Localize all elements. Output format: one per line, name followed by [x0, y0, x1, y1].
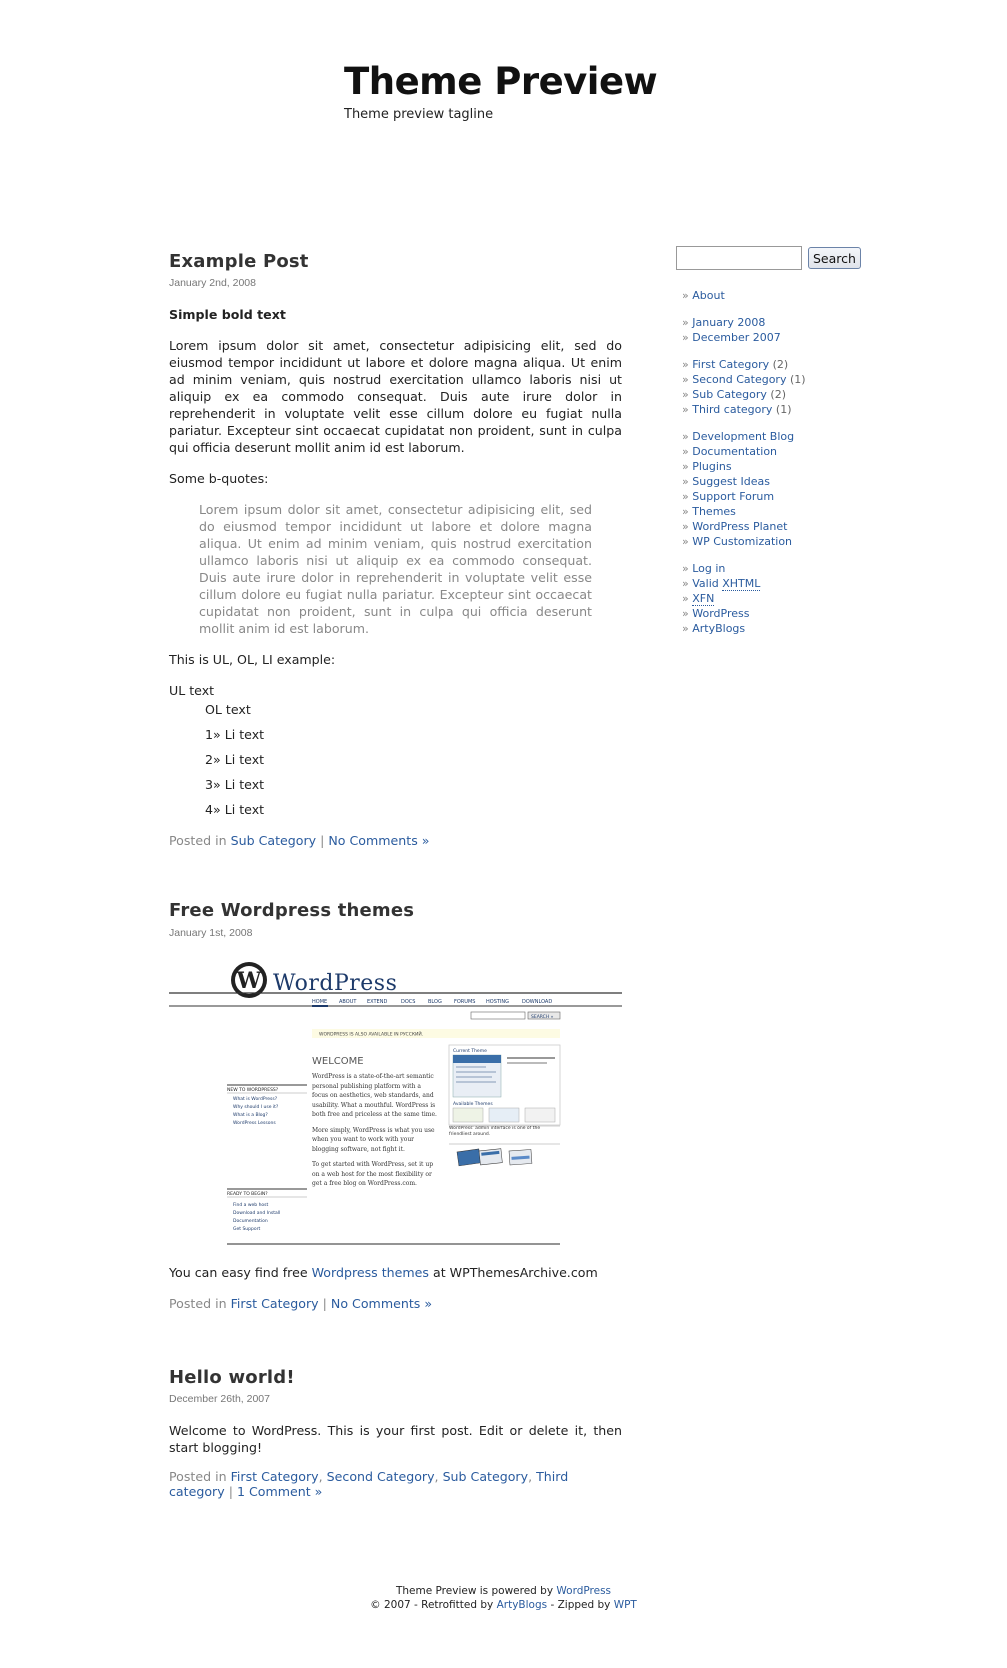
comments-link[interactable]: No Comments » [328, 833, 430, 849]
footer-line-1 [0, 1584, 1007, 1598]
blogroll-link[interactable]: WP Customization [692, 535, 793, 548]
post-title[interactable]: Hello world! [169, 1366, 295, 1388]
list-item [682, 288, 876, 303]
archive-link[interactable]: January 2008 [692, 316, 766, 329]
valid-label: Valid [692, 577, 719, 590]
list-item: 2» Li text [205, 752, 265, 768]
shot-new-item: What is a Blog? [233, 1112, 268, 1118]
raquo-icon: » [682, 388, 689, 401]
raquo-icon: » [682, 460, 689, 473]
raquo-icon: » [682, 289, 689, 302]
category-count: (1) [789, 373, 806, 386]
shot-ready-head: READY TO BEGIN? [227, 1191, 268, 1197]
shot-body2: More simply, WordPress is what you use when you want to work with your blogging software, not fight it. [312, 1126, 435, 1153]
post-title[interactable]: Free Wordpress themes [169, 900, 415, 922]
blogroll-link[interactable]: Themes [692, 505, 736, 518]
category-link[interactable]: Sub Category [230, 833, 317, 849]
list-item [682, 474, 876, 489]
raquo-icon: » [682, 358, 689, 371]
shot-nav: ABOUT [339, 998, 357, 1005]
search-form [676, 246, 876, 270]
footer [0, 1584, 1007, 1612]
comments-link[interactable]: 1 Comment » [236, 1483, 323, 1499]
raquo-icon: » [682, 607, 689, 620]
raquo-icon: » [682, 622, 689, 635]
posted-in-label: Posted in [169, 1295, 227, 1311]
list-item [682, 534, 876, 549]
raquo-icon: » [682, 490, 689, 503]
text-post: at WPThemesArchive.com [432, 1264, 598, 1280]
meta-list [682, 561, 876, 636]
bquote-label: Some b-quotes: [169, 471, 269, 487]
shot-caption: WordPress' admin interface is one of the friendliest around. [449, 1125, 541, 1137]
login-link[interactable]: Log in [692, 562, 726, 575]
list-item [682, 606, 876, 621]
post-paragraph: Lorem ipsum dolor sit amet, consectetur adipisicing elit, sed do eiusmod tempor incididunt ut labore et dolore magna aliqua. Ut enim ad minim veniam, quis nostrud exercitation ullamco laboris nisi ut aliquip ex ea commodo consequat. Duis aute irure dolor in reprehenderit in voluptate velit esse cillum dolore eu fugiat nulla pariatur. Excepteur sint occaecat cupidatat non proident, sunt in culpa qui officia deserunt mollit anim id est laborum. [169, 338, 622, 456]
shot-new-item: What is WordPress? [233, 1096, 278, 1102]
shot-body1: WordPress is a state-of-the-art semantic personal publishing platform with a focus on aesthetics, web standards, and usability. What a mouthful. WordPress is both free and priceless at the same time. [312, 1072, 437, 1118]
list-item [682, 621, 876, 636]
raquo-icon: » [682, 520, 689, 533]
raquo-icon: » [682, 430, 689, 443]
shot-ready-item: Find a web host [233, 1202, 269, 1208]
category-link[interactable]: Third category [692, 403, 773, 416]
category-link[interactable]: Second Category [692, 373, 787, 386]
list-item [682, 330, 876, 345]
list-item [682, 444, 876, 459]
comments-link[interactable]: No Comments » [330, 1295, 433, 1311]
meta-separator: | [228, 1483, 233, 1499]
post [169, 250, 622, 849]
shot-nav: EXTEND [367, 998, 388, 1005]
list-item [682, 561, 876, 576]
sidebar-link-about[interactable]: About [692, 289, 725, 302]
artyblogs-link[interactable]: ArtyBlogs [692, 622, 746, 635]
category-link[interactable]: Sub Category [442, 1469, 529, 1485]
text-pre: You can easy find free [169, 1264, 308, 1280]
post-date: December 26th, 2007 [169, 1393, 270, 1406]
blogroll-link[interactable]: Documentation [692, 445, 778, 458]
meta-separator: | [322, 1295, 327, 1311]
raquo-icon: » [682, 505, 689, 518]
main-content [169, 250, 622, 1553]
post-date: January 1st, 2008 [169, 926, 253, 939]
shot-ready-item: Documentation [233, 1218, 268, 1224]
search-button[interactable]: Search [808, 247, 861, 269]
blogroll-link[interactable]: Suggest Ideas [692, 475, 770, 488]
shot-search-btn: SEARCH » [531, 1014, 554, 1020]
shot-new-item: WordPress Lessons [233, 1120, 276, 1126]
site-tagline: Theme preview tagline [344, 106, 494, 122]
post-meta [169, 832, 622, 849]
search-input[interactable] [676, 246, 802, 270]
raquo-icon: » [682, 403, 689, 416]
shot-notice: WORDPRESS IS ALSO AVAILABLE IN РУССКИЙ. [319, 1032, 424, 1038]
shot-nav: DOCS [401, 998, 416, 1005]
shot-new-item: Why should I use it? [233, 1104, 279, 1110]
list-item [682, 315, 876, 330]
list-item: 3» Li text [205, 777, 265, 793]
post-meta [169, 1295, 622, 1312]
wordpress-link[interactable]: WordPress [692, 607, 750, 620]
shot-logo: WordPress [273, 970, 398, 996]
footer-line-2 [0, 1598, 1007, 1612]
list-label: This is UL, OL, LI example: [169, 652, 336, 668]
raquo-icon: » [682, 577, 689, 590]
blogroll-link[interactable]: WordPress Planet [692, 520, 788, 533]
shot-nav: HOSTING [486, 998, 510, 1005]
post-paragraph: Welcome to WordPress. This is your first post. Edit or delete it, then start blogging! [169, 1423, 622, 1456]
raquo-icon: » [682, 445, 689, 458]
archive-link[interactable]: December 2007 [692, 331, 781, 344]
raquo-icon: » [682, 592, 689, 605]
footer-text: - Zipped by [550, 1599, 611, 1611]
meta-separator: | [320, 833, 325, 849]
blockquote: Lorem ipsum dolor sit amet, consectetur adipisicing elit, sed do eiusmod tempor incididunt ut labore et dolore magna aliqua. Ut enim ad minim veniam, quis nostrud exercitation ullamco laboris nisi ut aliquip ex ea commodo consequat. Duis aute irure dolor in reprehenderit in voluptate velit esse cillum dolore eu fugiat nulla pariatur. Excepteur sint occaecat cupidatat non proident, sunt in culpa qui officia deserunt mollit anim id est laborum. [199, 502, 592, 637]
shot-nav: DOWNLOAD [522, 998, 553, 1005]
category-link[interactable]: First Category [230, 1295, 319, 1311]
archives-list [682, 315, 876, 345]
valid-xhtml-link[interactable] [692, 577, 760, 591]
category-count: (2) [772, 358, 789, 371]
shot-nav: FORUMS [454, 998, 476, 1005]
footer-wordpress-link[interactable]: WordPress [556, 1585, 612, 1597]
blogroll-link[interactable]: Development Blog [692, 430, 795, 443]
post [169, 1366, 622, 1499]
post-paragraph [169, 1264, 622, 1281]
bold-text: Simple bold text [169, 307, 286, 323]
blogroll-list [682, 429, 876, 549]
list-item [682, 489, 876, 504]
category-link[interactable]: First Category [230, 1469, 319, 1485]
category-link[interactable]: Sub Category [692, 388, 767, 401]
blogroll-link[interactable]: Plugins [692, 460, 732, 473]
list-item [682, 357, 876, 372]
sidebar [676, 246, 876, 648]
list-item [682, 402, 876, 417]
shot-available: Available Themes [453, 1101, 493, 1107]
shot-nav: HOME [312, 998, 328, 1005]
footer-text: © 2007 - Retrofitted by [370, 1599, 494, 1611]
category-count: (1) [775, 403, 792, 416]
wordpress-themes-link[interactable]: Wordpress themes [311, 1264, 429, 1280]
raquo-icon: » [682, 316, 689, 329]
posted-in-label: Posted in [169, 1469, 227, 1485]
footer-text: Theme Preview is powered by [395, 1585, 554, 1597]
raquo-icon: » [682, 475, 689, 488]
shot-ready-item: Download and Install [233, 1210, 281, 1216]
xfn-link[interactable]: XFN [692, 592, 715, 605]
raquo-icon: » [682, 562, 689, 575]
list-item [682, 372, 876, 387]
category-link[interactable]: First Category [692, 358, 770, 371]
list-item [682, 459, 876, 474]
list-item [682, 504, 876, 519]
wordpress-screenshot [169, 960, 622, 1250]
post-title[interactable]: Example Post [169, 251, 309, 272]
post-meta: Posted in First Category, Second Category, Sub Category, Third category | 1 Comment » [169, 1469, 569, 1499]
site-title[interactable]: Theme Preview [344, 60, 658, 103]
list-item [682, 591, 876, 606]
list-item: 4» Li text [205, 802, 265, 818]
shot-new-head: NEW TO WORDPRESS? [227, 1087, 279, 1093]
pages-list [682, 288, 876, 303]
list-item [682, 576, 876, 591]
svg-text:W: W [236, 967, 262, 994]
shot-nav: BLOG [428, 998, 442, 1005]
ol-text: OL text [205, 702, 251, 718]
shot-body3: To get started with WordPress, set it up on a web host for the most flexibility or get a free blog on WordPress.com. [312, 1160, 434, 1187]
raquo-icon: » [682, 331, 689, 344]
shot-ready-item: Get Support [233, 1226, 261, 1232]
site-header [344, 62, 844, 122]
category-link[interactable]: Third category [169, 1469, 569, 1499]
shot-welcome: WELCOME [312, 1055, 364, 1067]
categories-list [682, 357, 876, 417]
list-item [682, 387, 876, 402]
raquo-icon: » [682, 373, 689, 386]
footer-artyblogs-link[interactable]: ArtyBlogs [496, 1599, 548, 1611]
list-item [682, 519, 876, 534]
xhtml-abbr: XHTML [722, 577, 761, 590]
blogroll-link[interactable]: Support Forum [692, 490, 775, 503]
posted-in-label: Posted in [169, 833, 227, 849]
list-item [682, 429, 876, 444]
post-date: January 2nd, 2008 [169, 277, 256, 290]
post [169, 899, 622, 1311]
list-item: 1» Li text [205, 727, 265, 743]
shot-current-theme: Current Theme [453, 1048, 487, 1054]
category-link[interactable]: Second Category [326, 1469, 435, 1485]
footer-wpt-link[interactable]: WPT [613, 1599, 637, 1611]
ul-text: UL text [169, 683, 215, 699]
raquo-icon: » [682, 535, 689, 548]
category-count: (2) [770, 388, 787, 401]
